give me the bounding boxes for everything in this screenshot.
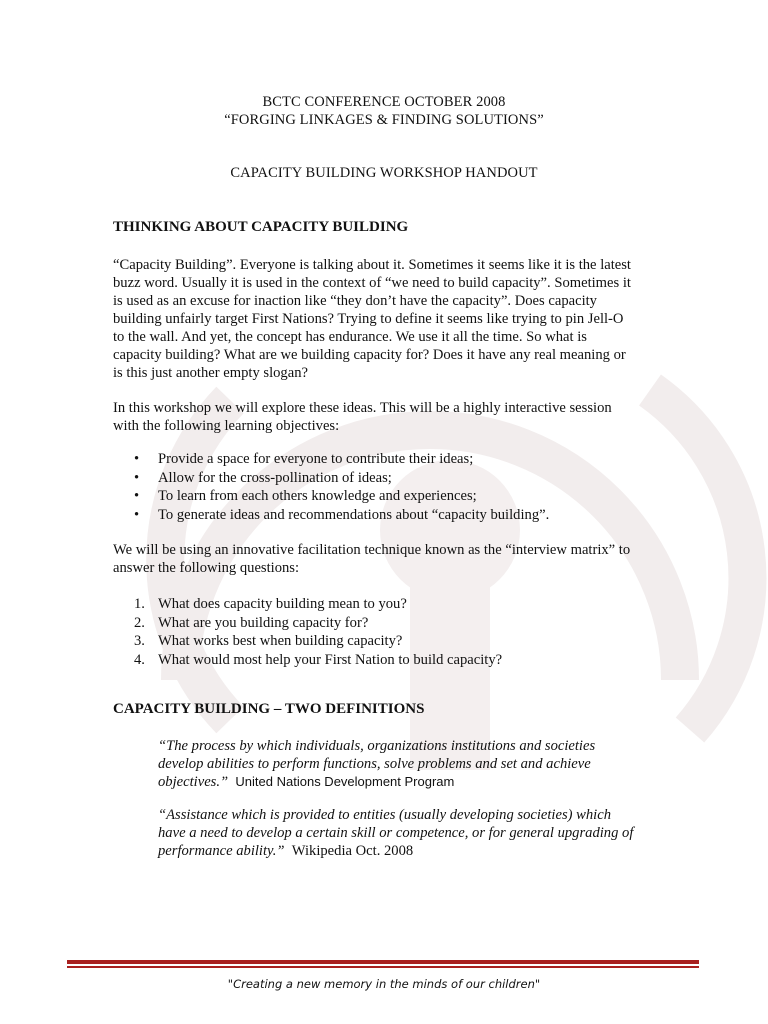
list-item: 3. What works best when building capacity? (134, 633, 403, 649)
intro-line: is this just another empty slogan? (113, 365, 308, 381)
intro-line: capacity building? What are we building capacity for? Does it have any real meaning or (113, 347, 626, 363)
bullet-icon: • (134, 451, 140, 467)
intro-line: is used as an excuse for inaction like “they don’t have the capacity”. Does capacity (113, 293, 597, 309)
matrix-line: We will be using an innovative facilitation technique known as the “interview matrix” to (113, 542, 631, 558)
handout-title: CAPACITY BUILDING WORKSHOP HANDOUT (230, 165, 538, 181)
section-heading-thinking: THINKING ABOUT CAPACITY BUILDING (113, 219, 409, 235)
questions-list (130, 595, 502, 669)
footer-divider-thin (67, 966, 699, 968)
intro-paragraph (113, 256, 658, 382)
conference-title: BCTC CONFERENCE OCTOBER 2008 (262, 94, 506, 110)
definition-wikipedia (158, 806, 658, 860)
quote-line: “The process by which individuals, organizations institutions and societies (158, 738, 596, 754)
objectives-list (130, 450, 549, 524)
quote-line: performance ability.” Wikipedia Oct. 2008 (158, 843, 414, 859)
conference-theme: “FORGING LINKAGES & FINDING SOLUTIONS” (224, 112, 544, 128)
bullet-icon: • (134, 469, 140, 486)
quote-line: develop abilities to perform functions, solve problems and set and achieve (158, 756, 591, 772)
footer-tagline: "Creating a new memory in the minds of our children" (227, 977, 541, 991)
quote-source: United Nations Development Program (235, 774, 455, 789)
quote-line: have a need to develop a certain skill or competence, or for general upgrading of (158, 825, 634, 841)
quote-source: Wikipedia Oct. 2008 (291, 843, 414, 859)
bullet-icon: • (134, 506, 140, 523)
matrix-paragraph (113, 541, 658, 577)
workshop-line: with the following learning objectives: (113, 418, 340, 434)
list-item: • To learn from each others knowledge and experiences; (134, 488, 477, 504)
list-item: • Provide a space for everyone to contribute their ideas; (134, 451, 474, 467)
definition-undp (158, 737, 658, 791)
workshop-line: In this workshop we will explore these ideas. This will be a highly interactive session (113, 400, 612, 416)
list-item: 2. What are you building capacity for? (134, 614, 369, 631)
quote-line: “Assistance which is provided to entities (usually developing societies) which (158, 807, 612, 823)
list-item: 4. What would most help your First Nation to build capacity? (134, 651, 503, 668)
matrix-line: answer the following questions: (113, 560, 300, 576)
list-item: 1. What does capacity building mean to you? (134, 596, 407, 612)
intro-line: “Capacity Building”. Everyone is talking about it. Sometimes it seems like it is the latest (113, 257, 631, 273)
quote-line: objectives.” United Nations Development Program (158, 774, 455, 790)
intro-line: building unfairly target First Nations? Trying to define it seems like trying to pin Jell-O (113, 311, 624, 327)
list-item: • To generate ideas and recommendations about “capacity building”. (134, 506, 550, 523)
workshop-paragraph (113, 399, 658, 435)
list-item: • Allow for the cross-pollination of ideas; (134, 469, 392, 486)
section-heading-definitions: CAPACITY BUILDING – TWO DEFINITIONS (113, 701, 425, 717)
bullet-icon: • (134, 488, 140, 504)
intro-line: to the wall. And yet, the concept has endurance. We use it all the time. So what is (113, 329, 587, 345)
footer-divider (67, 960, 699, 964)
intro-line: buzz word. Usually it is used in the context of “we need to build capacity”. Sometimes it (113, 275, 631, 291)
